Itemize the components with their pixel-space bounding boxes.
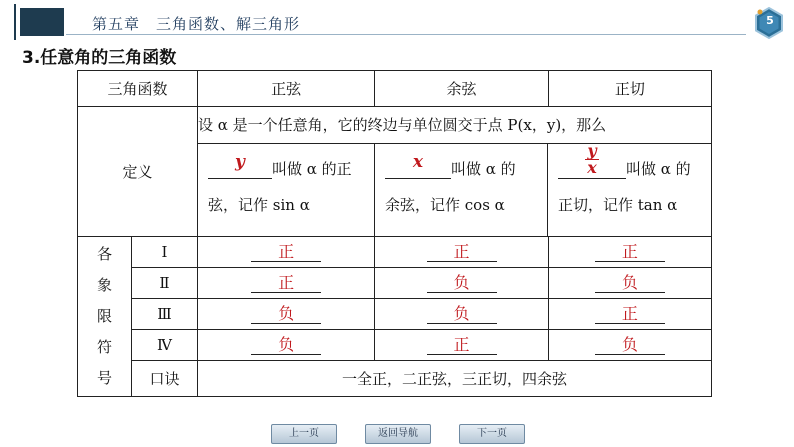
header-cosine: 余弦 [375,71,548,107]
sign-value: 正 [595,305,665,324]
sign-cell [375,237,548,268]
sign-value: 负 [595,336,665,355]
mnemonic-label: 口诀 [132,361,198,397]
tangent-text-2: 正切，记作 tan α [558,196,678,214]
tangent-numerator: y [587,141,597,160]
tangent-text-1: 叫做 α 的 [626,160,691,178]
sine-answer: y [235,152,245,172]
section-title: 3.任意角的三角函数 [22,48,177,68]
sine-text-2: 弦，记作 sin α [208,196,310,214]
return-nav-button[interactable]: 返回导航 [365,424,431,444]
quadrant-sign-label: 各 象 限 符 号 [78,237,132,397]
sign-value: 负 [427,305,497,324]
sign-cell [198,299,375,330]
definition-details [198,141,712,237]
header-trig-function: 三角函数 [78,71,198,107]
sign-cell [548,299,711,330]
cosine-definition [375,144,548,236]
logo-block [20,8,64,36]
definition-intro: 设 α 是一个任意角，它的终边与单位圆交于点 P(x，y)，那么 [198,107,712,144]
bottom-navigation [0,418,794,447]
sign-value: 负 [251,305,321,324]
sign-value: 负 [427,274,497,293]
sign-cell [198,237,375,268]
tangent-definition [548,141,711,236]
header-tangent: 正切 [548,71,711,107]
sign-value: 负 [595,274,665,293]
cosine-answer: x [412,152,424,172]
header-divider [66,34,746,35]
sine-blank [208,152,272,179]
definition-label: 定义 [78,107,198,237]
sign-value: 正 [427,243,497,262]
sign-cell [548,237,711,268]
sign-cell [375,268,548,299]
mnemonic-text: 一全正，二正弦，三正切，四余弦 [198,361,712,397]
chapter-title: 第五章 三角函数、解三角形 [92,15,301,33]
sine-definition [198,144,375,236]
quadrant-label: Ⅲ [132,299,198,330]
cosine-text-2: 余弦，记作 cos α [385,196,505,214]
page-number: 5 [766,14,774,27]
sign-cell [198,268,375,299]
cosine-text-1: 叫做 α 的 [451,160,516,178]
prev-page-button[interactable]: 上一页 [271,424,337,444]
sign-value: 正 [595,243,665,262]
sign-cell [548,330,711,361]
sign-value: 正 [427,336,497,355]
sign-cell [548,268,711,299]
sign-value: 负 [251,336,321,355]
quadrant-label: Ⅳ [132,330,198,361]
header-sine: 正弦 [198,71,375,107]
sign-cell [375,299,548,330]
sine-text-1: 叫做 α 的正 [272,160,352,178]
quadrant-label: Ⅱ [132,268,198,299]
quadrant-label: Ⅰ [132,237,198,268]
tangent-denominator: x [587,158,597,177]
cosine-blank [385,152,451,179]
tangent-fraction [558,141,626,177]
next-page-button[interactable]: 下一页 [459,424,525,444]
sign-cell [198,330,375,361]
header-bar [0,0,794,46]
sign-cell [375,330,548,361]
trig-function-table [77,70,712,397]
sign-value: 正 [251,243,321,262]
sign-value: 正 [251,274,321,293]
tangent-blank [558,141,626,179]
